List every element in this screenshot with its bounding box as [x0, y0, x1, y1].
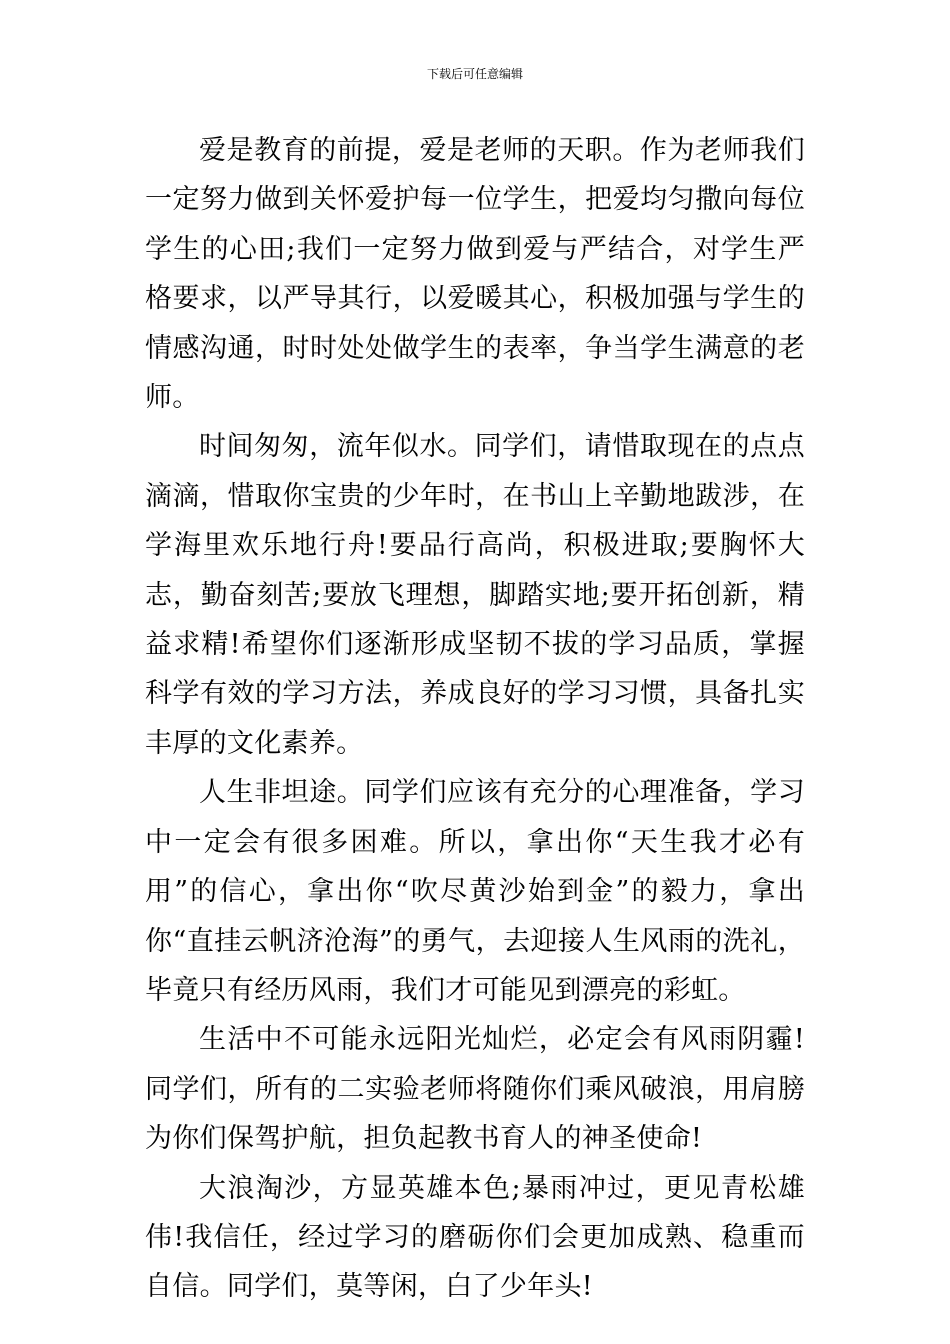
paragraph-love-education: 爱是教育的前提，爱是老师的天职。作为老师我们一定努力做到关怀爱护每一位学生，把爱均匀撒向每位学生的心田;我们一定努力做到爱与严结合，对学生严格要求，以严导其行，以爱暖其心，积极加强与学生的情感沟通，时时处处做学生的表率，争当学生满意的老师。 — [145, 135, 805, 414]
paragraph-life-path: 人生非坦途。同学们应该有充分的心理准备，学习中一定会有很多困难。所以，拿出你“天生我才必有用”的信心，拿出你“吹尽黄沙始到金”的毅力，拿出你“直挂云帆济沧海”的勇气，去迎接人生风雨的洗礼，毕竟只有经历风雨，我们才可能见到漂亮的彩虹。 — [145, 777, 805, 1006]
paragraph-closing: 大浪淘沙，方显英雄本色;暴雨冲过，更见青松雄伟!我信任，经过学习的磨砺你们会更加成熟、稳重而自信。同学们，莫等闲，白了少年头! — [145, 1172, 805, 1303]
paragraph-time-flies: 时间匆匆，流年似水。同学们，请惜取现在的点点滴滴，惜取你宝贵的少年时，在书山上辛勤地跋涉，在学海里欢乐地行舟!要品行高尚，积极进取;要胸怀大志，勤奋刻苦;要放飞理想，脚踏实地;要开拓创新，精益求精!希望你们逐渐形成坚韧不拔的学习品质，掌握科学有效的学习方法，养成良好的学习习惯，具备扎实丰厚的文化素养。 — [145, 431, 805, 759]
paragraph-storms: 生活中不可能永远阳光灿烂，必定会有风雨阴霾!同学们，所有的二实验老师将随你们乘风破浪，用肩膀为你们保驾护航，担负起教书育人的神圣使命! — [145, 1024, 805, 1155]
page-header-note: 下载后可任意编辑 — [426, 67, 523, 81]
article-body — [145, 126, 805, 1312]
